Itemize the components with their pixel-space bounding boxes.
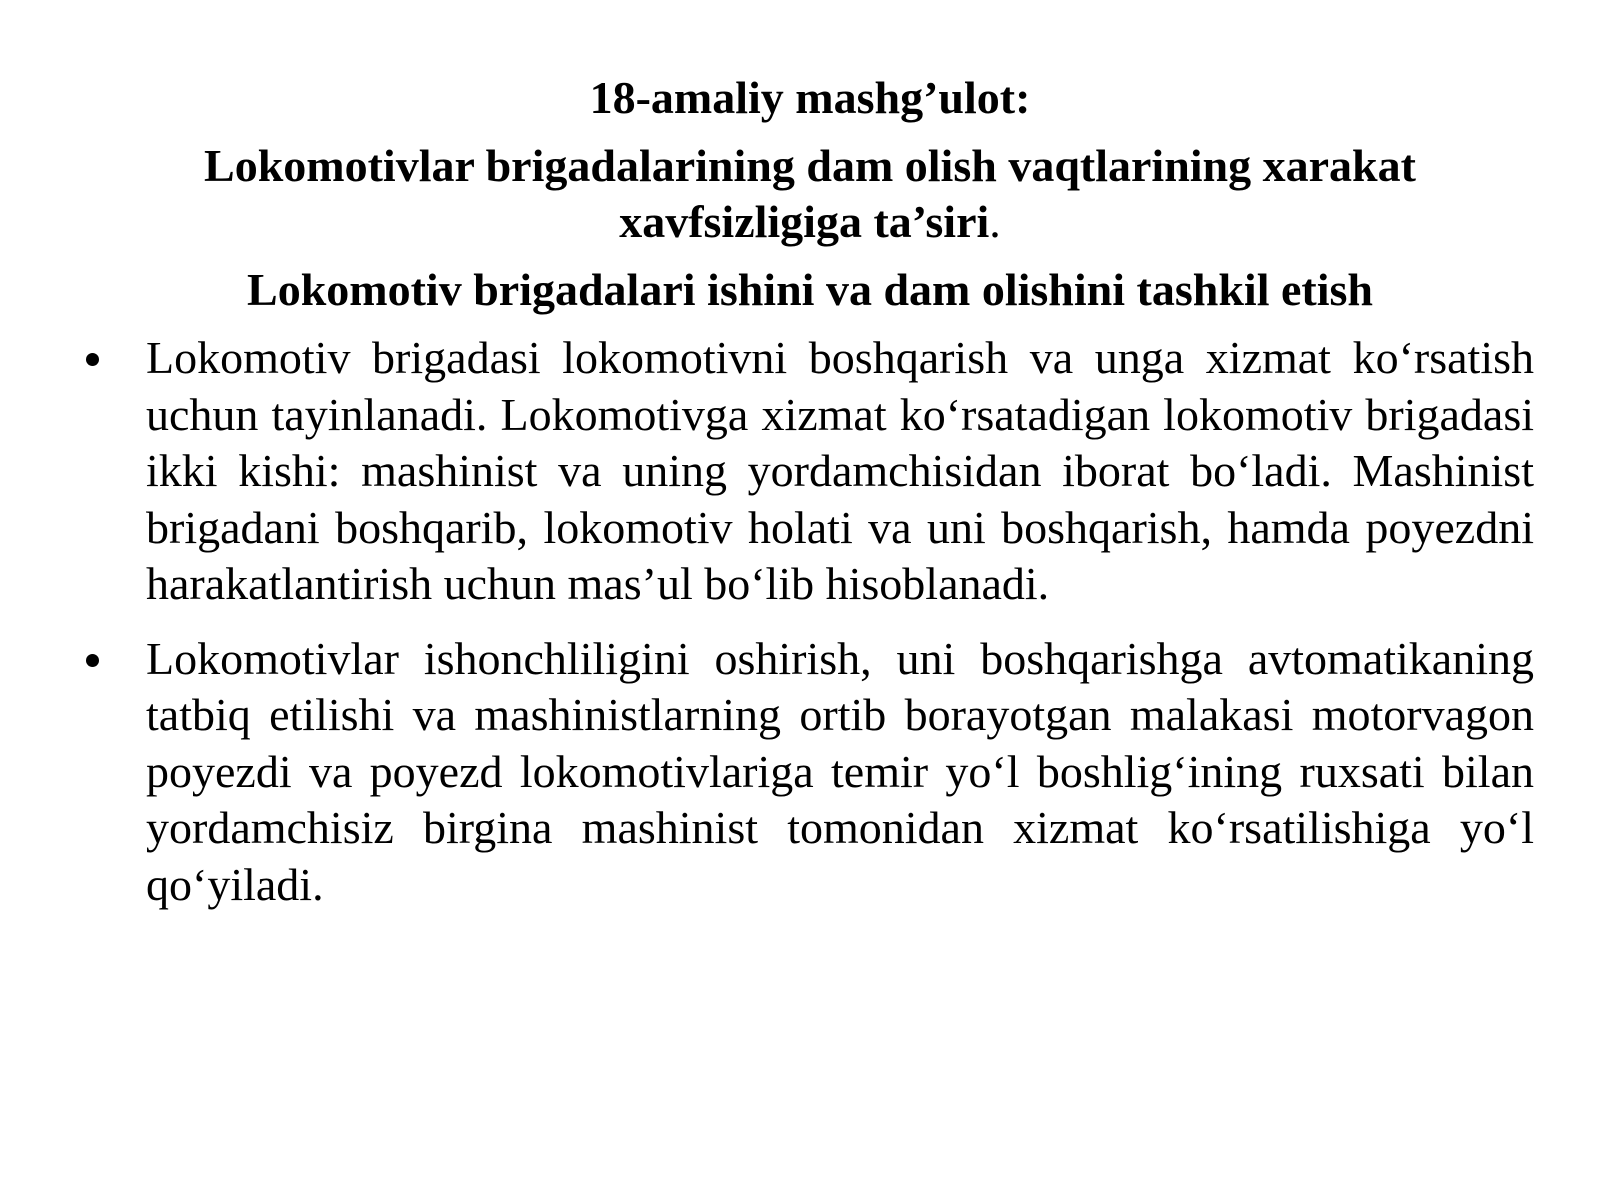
slide-title-text: Lokomotivlar brigadalarining dam olish vaqtlarining xarakat xavfsizligiga ta’siri	[204, 140, 1416, 247]
bullet-icon	[86, 654, 99, 667]
slide-title-period: .	[989, 196, 1001, 247]
bullet-text: Lokomotiv brigadasi lokomotivni boshqarish va unga xizmat ko‘rsatish uchun tayinlanadi. Lokomotivga xizmat ko‘rsatadigan lokomotiv brigadasi ikki kishi: mashinist va uning yordamchisidan iborat bo‘ladi. Mashinist brigadani boshqarib, lokomotiv holati va uni boshqarish, hamda poyezdni harakatlantirish uchun mas’ul bo‘lib hisoblanadi.	[146, 332, 1534, 609]
bullet-list	[0, 330, 1600, 931]
slide-title	[150, 138, 1470, 250]
bullet-icon	[86, 353, 99, 366]
bullet-text: Lokomotivlar ishonchliligini oshirish, uni boshqarishga avtomatikaning tatbiq etilishi va mashinistlarning ortib borayotgan malakasi motorvagon poyezdi va poyezd lokomotivlariga temir yo‘l boshlig‘ining ruxsati bilan yordamchisiz birgina mashinist tomonidan xizmat ko‘rsatilishiga yo‘l qo‘yiladi.	[146, 632, 1534, 910]
list-item	[0, 330, 1600, 613]
list-item	[0, 631, 1600, 914]
practice-label: 18-amaliy mashg’ulot:	[589, 72, 1031, 123]
section-subtitle: Lokomotiv brigadalari ishini va dam olishini tashkil etish	[247, 264, 1373, 315]
